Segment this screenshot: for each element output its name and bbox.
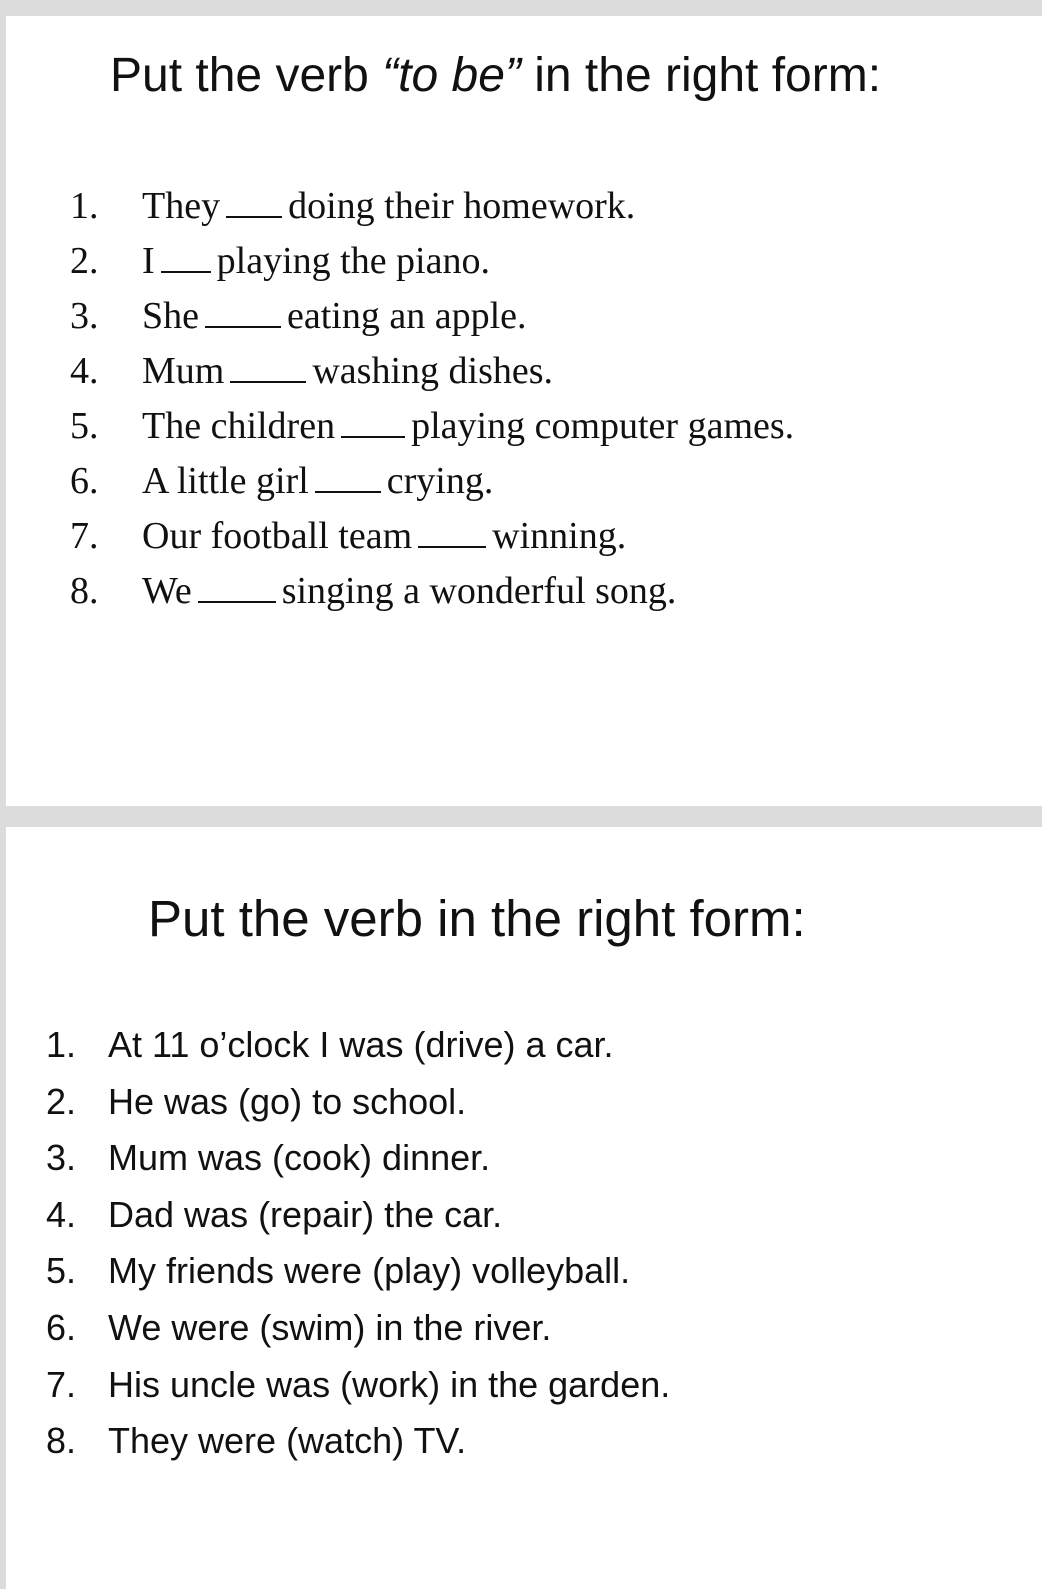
item-number: 8. [70,570,99,612]
sentence-start: She [142,295,199,337]
exercise-slide-past-continuous [6,827,1042,1589]
answer-blank [198,573,276,603]
sentence-start: Our football team [142,515,413,557]
item-number: 2. [46,1080,77,1122]
sentence-end: singing a wonderful song. [281,570,677,612]
sentence-start: I [142,240,155,282]
title-text-start: Put the verb [110,49,383,102]
answer-blank [205,298,281,328]
item-number: 3. [46,1137,77,1179]
sentence-end: playing the piano. [216,240,490,282]
title-emphasis: “to be” [382,49,521,102]
answer-blank [315,463,381,493]
sentence-text: At 11 o’clock I was (drive) a car. [108,1024,614,1065]
answer-blank [418,518,486,548]
sentence-text: They were (watch) TV. [108,1420,467,1462]
sentence-start: Mum [142,350,225,392]
item-number: 7. [46,1363,77,1405]
exercise-title-to-be [110,49,882,102]
item-number: 2. [70,240,99,282]
exercise-slide-to-be [6,16,1042,806]
sentence-end: doing their homework. [288,185,636,227]
sentence-start: They [142,185,221,227]
item-number: 7. [70,515,99,557]
item-number: 4. [70,350,99,392]
item-number: 5. [70,405,99,447]
title-text-end: in the right form: [520,49,882,102]
sentence-text: Mum was (cook) dinner. [108,1137,491,1179]
answer-blank [230,353,306,383]
sentence-end: winning. [492,515,627,557]
sentence-start: A little girl [142,460,309,502]
item-number: 1. [46,1024,77,1065]
item-number: 6. [46,1306,77,1348]
sentence-text: Dad was (repair) the car. [108,1193,503,1235]
item-number: 3. [70,295,99,337]
item-number: 6. [70,460,99,502]
sentence-end: playing computer games. [411,405,795,447]
sentence-text: We were (swim) in the river. [108,1306,552,1348]
answer-blank [341,408,405,438]
item-number: 8. [46,1420,77,1462]
item-number: 1. [70,185,99,227]
answer-blank [226,188,282,218]
sentence-end: crying. [386,460,494,502]
sentence-end: eating an apple. [287,295,527,337]
exercise-title-verb-form: Put the verb in the right form: [148,890,806,947]
item-number: 5. [46,1250,77,1292]
sentence-start: We [142,570,192,612]
item-number: 4. [46,1193,77,1235]
sentence-end: washing dishes. [312,350,554,392]
answer-blank [161,243,211,273]
sentence-start: The children [142,405,336,447]
sentence-text: His uncle was (work) in the garden. [108,1363,671,1405]
sentence-text: He was (go) to school. [108,1080,467,1122]
sentence-text: My friends were (play) volleyball. [108,1250,631,1292]
